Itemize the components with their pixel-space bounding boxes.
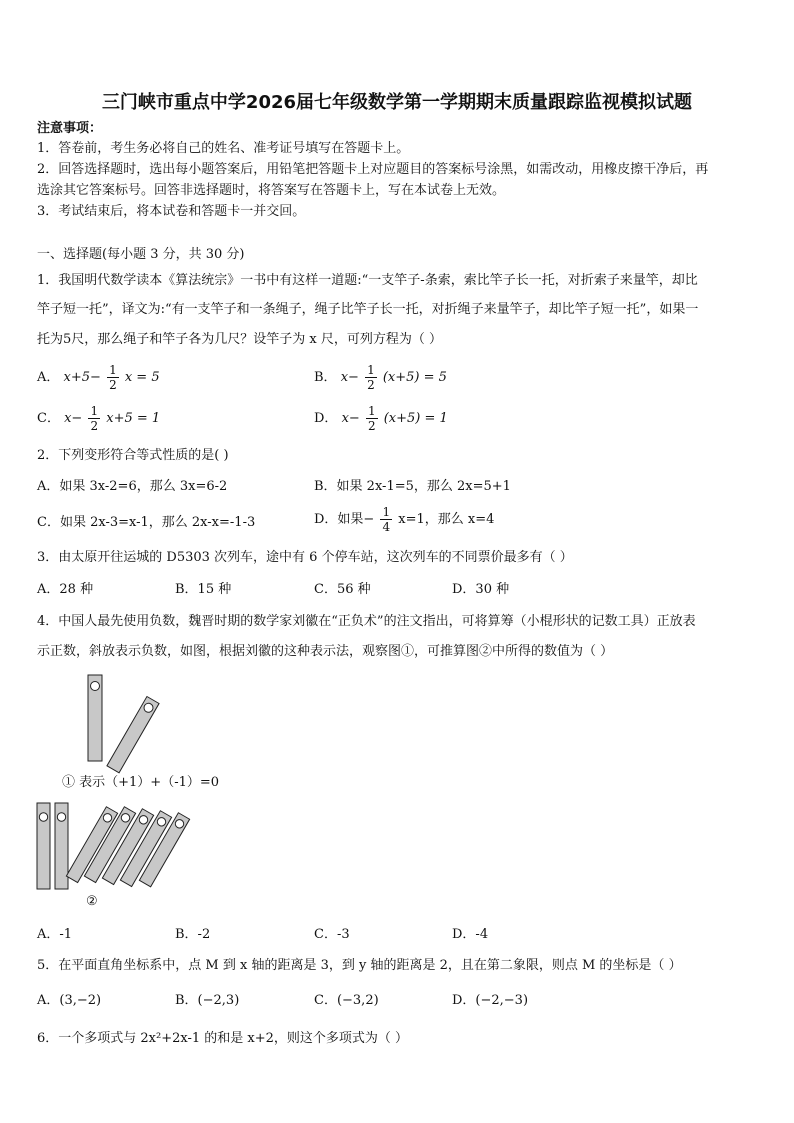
figure-2-caption: ② [86, 894, 98, 909]
q1-line-2: 竿子短一托”，译文为:“有一支竿子和一条绳子，绳子比竿子长一托，对折绳子来量竿子，却比竿子短一托”，如果一 [37, 302, 699, 317]
notice-item-2-cont: 选涂其它答案标号。回答非选择题时，将答案写在答题卡上，写在本试卷上无效。 [37, 183, 506, 198]
q4-option-a[interactable]: A．-1 [37, 927, 73, 942]
q4-option-b[interactable]: B．-2 [175, 927, 211, 942]
q1-line-3: 托为5尺，那么绳子和竿子各为几尺？设竿子为 x 尺，可列方程为（ ） [37, 332, 442, 347]
q5-stem: 5．在平面直角坐标系中，点 M 到 x 轴的距离是 3，到 y 轴的距离是 2，且在第二象限，则点 M 的坐标是（ ） [37, 958, 682, 973]
fraction-half: $\frac{1}{2}$ [367, 363, 375, 392]
slanted-rod [107, 697, 159, 773]
fraction-quarter: $\frac{1}{4}$ [382, 505, 391, 534]
q1-option-c[interactable]: C． x− $\frac{1}{2}$ x+5 = 1 [37, 404, 161, 433]
q1-option-b[interactable]: B． x− $\frac{1}{2}$ (x+5) = 5 [314, 363, 447, 392]
upright-rod [37, 803, 50, 889]
figure-1-caption: ① 表示（+1）+（-1）=0 [62, 775, 220, 790]
q3-option-d[interactable]: D．30 种 [452, 582, 510, 597]
q5-option-a[interactable]: A．(3,−2) [37, 993, 102, 1008]
q6-stem: 6．一个多项式与 2x²+2x-1 的和是 x+2，则这个多项式为（ ） [37, 1031, 409, 1046]
q4-option-d[interactable]: D．-4 [452, 927, 489, 942]
q2-option-a[interactable]: A．如果 3x-2=6，那么 3x=6-2 [37, 479, 228, 494]
q4-line-2: 示正数，斜放表示负数，如图，根据刘徽的这种表示法，观察图①，可推算图②中所得的数值为（ ） [37, 644, 614, 659]
notice-item-1: 1．答卷前，考生务必将自己的姓名、准考证号填写在答题卡上。 [37, 141, 410, 156]
q2-stem: 2．下列变形符合等式性质的是( ) [37, 448, 229, 463]
q1-option-a[interactable]: A． x+5− $\frac{1}{2}$ x = 5 [37, 363, 160, 392]
q5-option-b[interactable]: B．(−2,3) [175, 993, 240, 1008]
notice-heading: 注意事项： [37, 121, 103, 136]
fraction-half: $\frac{1}{2}$ [367, 404, 376, 433]
q2-option-b[interactable]: B．如果 2x-1=5，那么 2x=5+1 [314, 479, 511, 494]
fraction-half: $\frac{1}{2}$ [109, 363, 117, 392]
page-title: 三门峡市重点中学2026届七年级数学第一学期期末质量跟踪监视模拟试题 [101, 92, 693, 113]
upright-rod [88, 675, 102, 761]
q1-line-1: 1．我国明代数学读本《算法统宗》一书中有这样一道题:“一支竿子-条索，索比竿子长一托，对折索子来量竿，却比 [37, 273, 698, 288]
q4-option-c[interactable]: C．-3 [314, 927, 350, 942]
fraction-half: $\frac{1}{2}$ [90, 404, 99, 433]
section-heading: 一、选择题(每小题 3 分，共 30 分) [37, 247, 245, 262]
q3-option-b[interactable]: B．15 种 [175, 582, 232, 597]
counting-rods-figure-2 [30, 798, 210, 896]
q1-option-d[interactable]: D． x− $\frac{1}{2}$ (x+5) = 1 [314, 404, 448, 433]
notice-item-3: 3．考试结束后，将本试卷和答题卡一并交回。 [37, 204, 306, 219]
q3-stem: 3．由太原开往运城的 D5303 次列车，途中有 6 个停车站，这次列车的不同票价最多有（ ） [37, 550, 573, 565]
q5-option-c[interactable]: C．(−3,2) [314, 993, 379, 1008]
q4-line-1: 4．中国人最先使用负数，魏晋时期的数学家刘徽在“正负术”的注文指出，可将算筹（小棍形状的记数工具）正放表 [37, 614, 696, 629]
q3-option-c[interactable]: C．56 种 [314, 582, 371, 597]
q2-option-c[interactable]: C．如果 2x-3=x-1，那么 2x-x=-1-3 [37, 515, 256, 530]
q3-option-a[interactable]: A．28 种 [37, 582, 94, 597]
counting-rods-figure-1 [55, 670, 185, 776]
q2-option-d[interactable]: D．如果− $\frac{1}{4}$ x=1，那么 x=4 [314, 505, 495, 534]
q5-option-d[interactable]: D．(−2,−3) [452, 993, 529, 1008]
notice-item-2: 2．回答选择题时，选出每小题答案后，用铅笔把答题卡上对应题目的答案标号涂黑，如需改动，用橡皮擦干净后，再 [37, 162, 709, 177]
